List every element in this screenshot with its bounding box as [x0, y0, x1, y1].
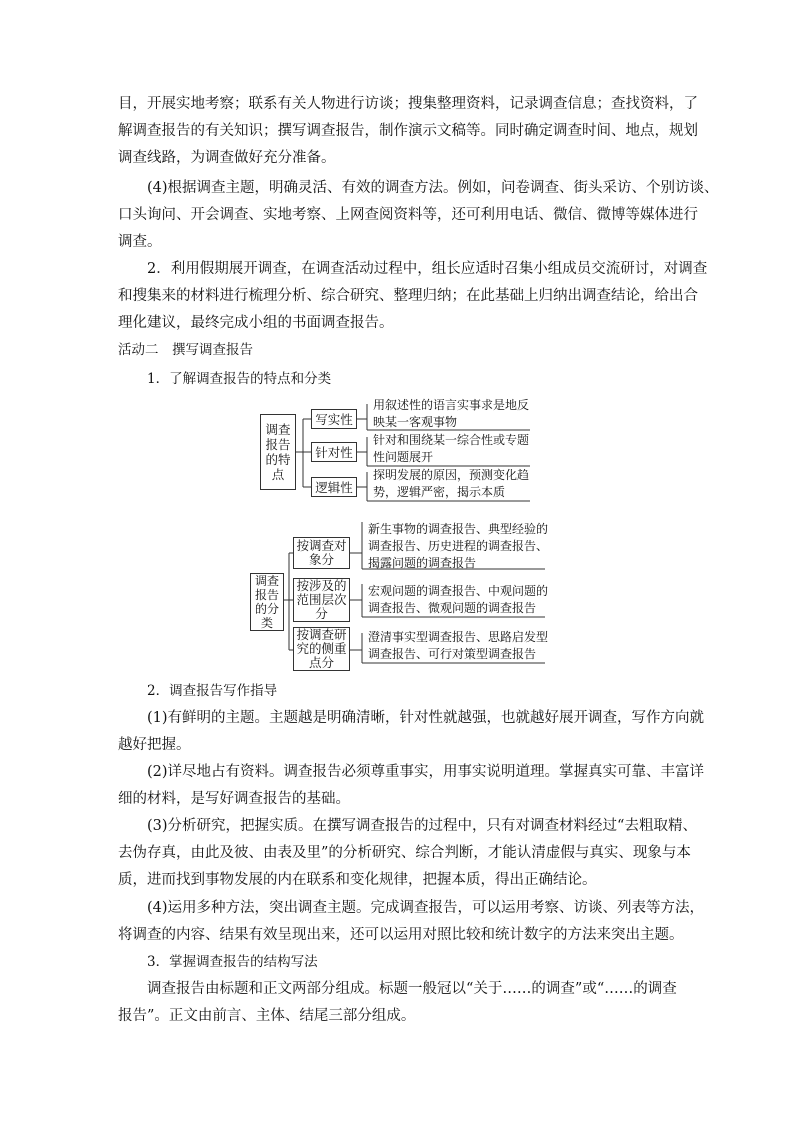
- text-line: 调查。: [118, 234, 162, 250]
- text-line: (4)根据调查主题，明确灵活、有效的调查方法。例如，问卷调查、街头采访、个别访谈、: [147, 180, 719, 196]
- branch-label-box: 按调查研究的侧重点分: [293, 627, 350, 671]
- branch-description: 新生事物的调查报告、典型经验的 调查报告、历史进程的调查报告、 揭露问题的调查报告: [368, 522, 549, 570]
- guide-paragraph-2: [118, 759, 705, 813]
- guide-paragraph-4: [118, 895, 705, 949]
- text-line: 将调查的内容、结果有效呈现出来，还可以运用对照比较和统计数字的方法来突出主题。: [118, 927, 684, 943]
- text-line: 去伪存真，由此及彼、由表及里”的分析研究、综合判断，才能认清虚假与真实、现象与本: [118, 845, 691, 861]
- text-line: (2)详尽地占有资料。调查报告必须尊重事实，用事实说明道理。掌握真实可靠、丰富详: [147, 764, 705, 780]
- text-line: 解调查报告的有关知识；撰写调查报告，制作演示文稿等。同时确定调查时间、地点，规划: [118, 123, 698, 139]
- diagram-root-label: 调查报告的分类: [254, 574, 279, 630]
- section-heading-2: 2．调查报告写作指导: [147, 683, 278, 699]
- diagram-root-box: [250, 573, 284, 631]
- branch-description: 探明发展的原因，预测变化趋 势，逻辑严密，揭示本质: [373, 468, 530, 499]
- text-line: 和搜集来的材料进行梳理分析、综合研究、整理归纳；在此基础上归纳出调查结论，给出合: [118, 288, 698, 304]
- text-line: 报告”。正文由前言、主体、结尾三部分组成。: [118, 1008, 416, 1024]
- branch-label-box: 按调查对象分: [293, 537, 350, 569]
- branch-description: 澄清事实型调查报告、思路启发型 调查报告、可行对策型调查报告: [368, 630, 549, 661]
- section-heading-3: 3．掌握调查报告的结构写法: [147, 954, 318, 970]
- text-line: 细的材料，是写好调查报告的基础。: [118, 791, 350, 807]
- branch-label-box: 按涉及的范围层次分: [293, 578, 350, 622]
- guide-paragraph-1: [118, 705, 705, 759]
- branch-description: 针对和围绕某一综合性或专题 性问题展开: [373, 433, 530, 464]
- branch-description: 宏观问题的调查报告、中观问题的 调查报告、微观问题的调查报告: [368, 584, 549, 615]
- text-line: (4)运用多种方法，突出调查主题。完成调查报告，可以运用考察、访谈、列表等方法，: [147, 900, 705, 916]
- branch-label-box: 针对性: [311, 442, 357, 462]
- text-line: 调查报告由标题和正文两部分组成。标题一般冠以“关于……的调查”或“……的调查: [147, 981, 677, 997]
- text-line: 2．利用假期展开调查，在调查活动过程中，组长应适时召集小组成员交流研讨，对调查: [147, 261, 708, 277]
- text-line: 质，进而找到事物发展的内在联系和变化规律，把握本质，得出正确结论。: [118, 872, 597, 888]
- text-line: 越好把握。: [118, 737, 191, 753]
- section-heading-1: 1．了解调查报告的特点和分类: [147, 371, 332, 387]
- activity-heading: 活动二 撰写调查报告: [118, 342, 253, 358]
- guide-paragraph-3: [118, 813, 697, 894]
- text-line: 目，开展实地考察；联系有关人物进行访谈；搜集整理资料，记录调查信息；查找资料，了: [118, 96, 698, 112]
- text-line: (1)有鲜明的主题。主题越是明确清晰，针对性就越强，也就越好展开调查，写作方向就: [147, 710, 705, 726]
- branch-description: 用叙述性的语言实事求是地反 映某一客观事物: [373, 398, 530, 429]
- structure-paragraph: [118, 976, 678, 1030]
- text-line: 理化建议，最终完成小组的书面调查报告。: [118, 315, 394, 331]
- branch-label-box: 写实性: [311, 409, 357, 429]
- text-line: (3)分析研究，把握实质。在撰写调查报告的过程中，只有对调查材料经过“去粗取精、: [147, 818, 697, 834]
- diagram-root-label: 调查报告的特点: [265, 422, 291, 482]
- diagram-root-box: [260, 414, 296, 490]
- text-line: 调查线路，为调查做好充分准备。: [118, 150, 336, 166]
- text-line: 口头询问、开会调查、实地考察、上网查阅资料等，还可利用电话、微信、微博等媒体进行: [118, 207, 698, 223]
- branch-label-box: 逻辑性: [311, 477, 357, 497]
